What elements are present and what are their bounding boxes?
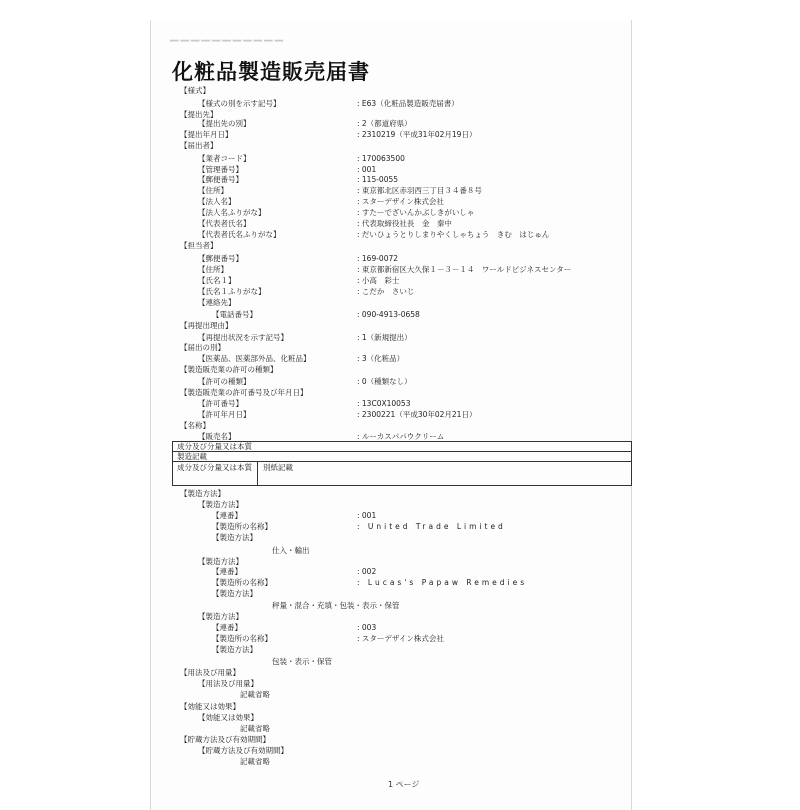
document-title: 化粧品製造販売届書 bbox=[172, 59, 370, 84]
table-cell: 別紙記載 bbox=[263, 463, 293, 472]
table-divider bbox=[173, 461, 631, 462]
ingredients-table bbox=[172, 441, 632, 486]
table-cell: 成分及び分量又は本質 bbox=[177, 463, 252, 472]
page-number: 1 ページ bbox=[388, 780, 420, 789]
scan-artifact: ▔▔▔▔▔▔▔▔▔▔▔ bbox=[170, 40, 286, 53]
table-divider bbox=[257, 461, 258, 485]
table-cell: 製造記載 bbox=[177, 452, 207, 461]
table-divider bbox=[173, 451, 631, 452]
table-cell: 成分及び分量又は本質 bbox=[177, 442, 252, 451]
